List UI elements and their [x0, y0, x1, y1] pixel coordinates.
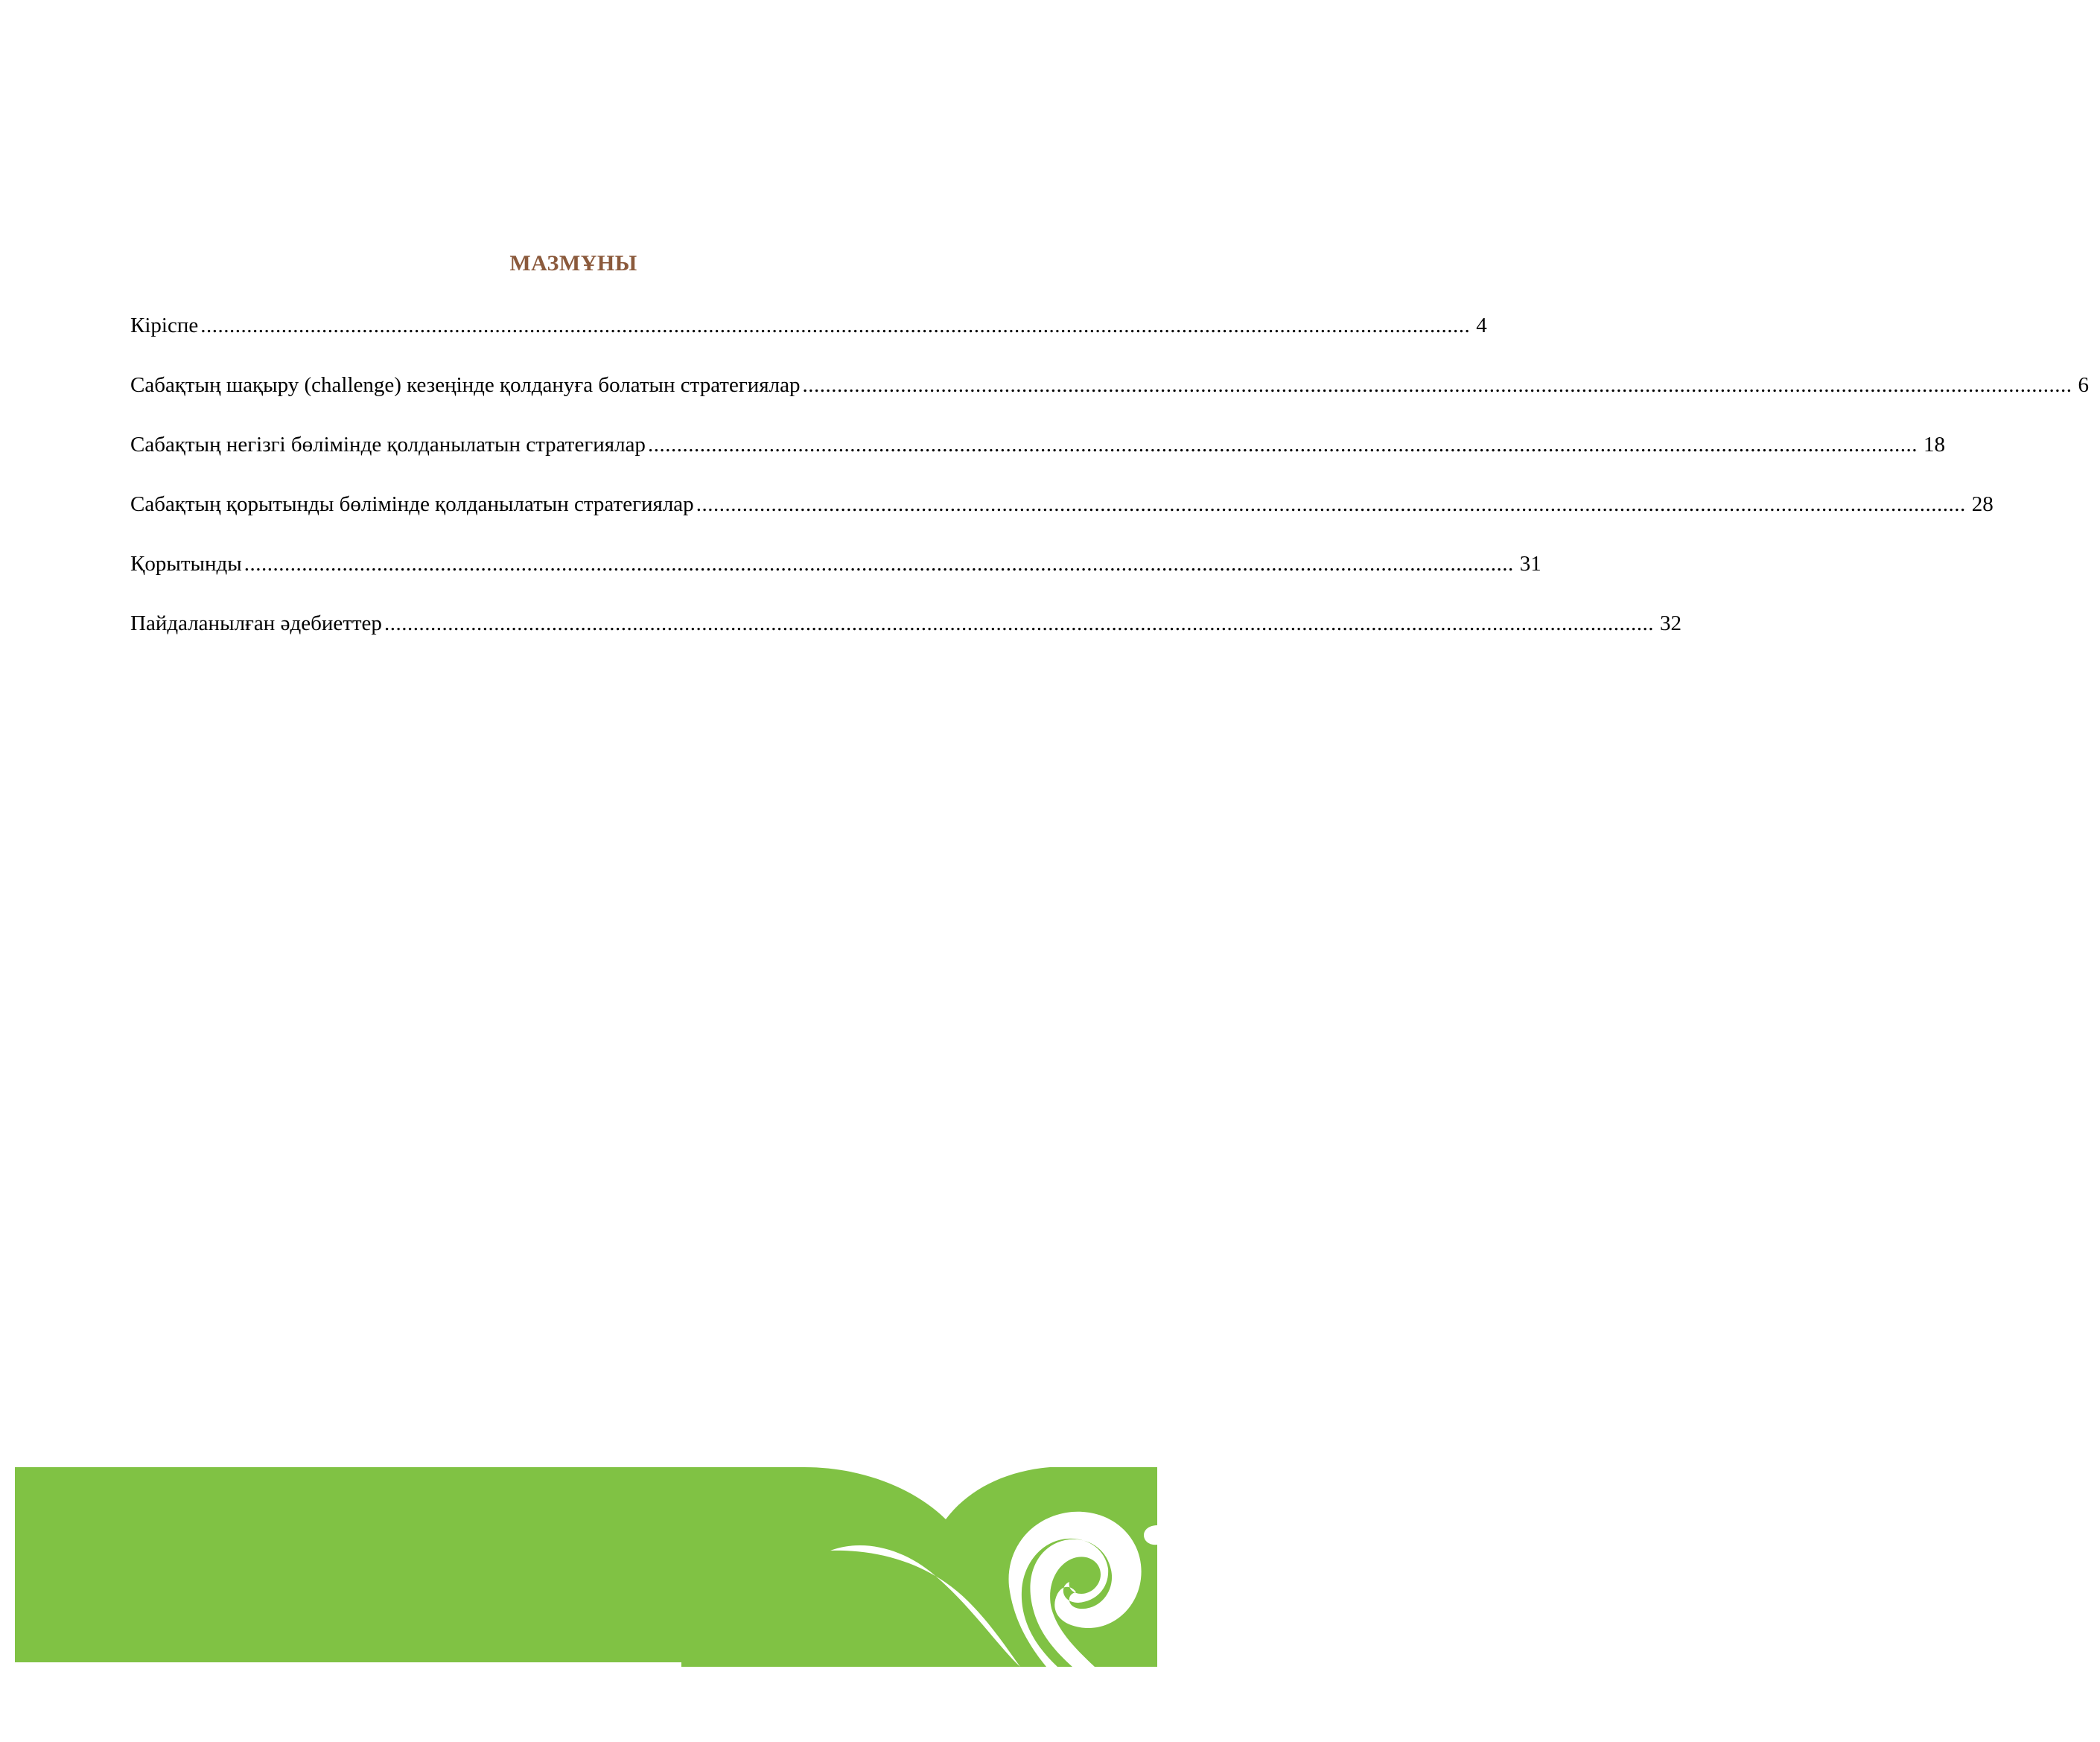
toc-entry-references[interactable]: [130, 607, 1681, 667]
spiral-ornament-icon: [830, 1512, 1142, 1667]
toc-page-number: 31: [1519, 552, 1541, 576]
toc-entry-text: Сабақтың шақыру (challenge) кезеңінде қолдануға болатын стратегиялар: [130, 373, 801, 397]
toc-leader-dots: ............................................................................................................................................................................................................................: [802, 373, 2072, 397]
toc-page-number: 4: [1476, 314, 1487, 337]
toc-entry-text: Сабақтың негізгі бөлімінде қолданылатын стратегиялар: [130, 433, 646, 457]
toc-leader-dots: ............................................................................................................................................................................................................................: [647, 433, 1918, 457]
toc-page-number: 28: [1971, 492, 1994, 516]
toc-page-number: 6: [2078, 373, 2089, 397]
toc-entry-text: Пайдаланылған әдебиеттер: [130, 611, 382, 635]
toc-title: МАЗМҰНЫ: [509, 251, 637, 276]
toc-page-number: 32: [1659, 611, 1681, 635]
toc-entry-challenge-strategies[interactable]: [130, 369, 2089, 428]
toc-entry-final-part-strategies[interactable]: [130, 488, 1994, 547]
toc-entry-text: Қорытынды: [130, 552, 242, 576]
band-edge-notch: [1144, 1525, 1157, 1545]
toc-leader-dots: ............................................................................................................................................................................................................................: [200, 314, 1471, 337]
toc-page-number: 18: [1923, 433, 1945, 457]
toc-entry-conclusion[interactable]: [130, 547, 1541, 607]
toc-leader-dots: ............................................................................................................................................................................................................................: [696, 492, 1966, 516]
toc-leader-dots: ............................................................................................................................................................................................................................: [244, 552, 1514, 576]
footer-band-shape: [15, 1467, 1157, 1667]
toc-entry-introduction[interactable]: [130, 309, 1487, 369]
table-of-contents: [130, 309, 2089, 667]
toc-entry-main-part-strategies[interactable]: [130, 428, 1945, 488]
toc-entry-text: Сабақтың қорытынды бөлімінде қолданылатын стратегиялар: [130, 492, 694, 516]
toc-leader-dots: ............................................................................................................................................................................................................................: [384, 611, 1654, 635]
toc-entry-text: Кіріспе: [130, 314, 199, 337]
